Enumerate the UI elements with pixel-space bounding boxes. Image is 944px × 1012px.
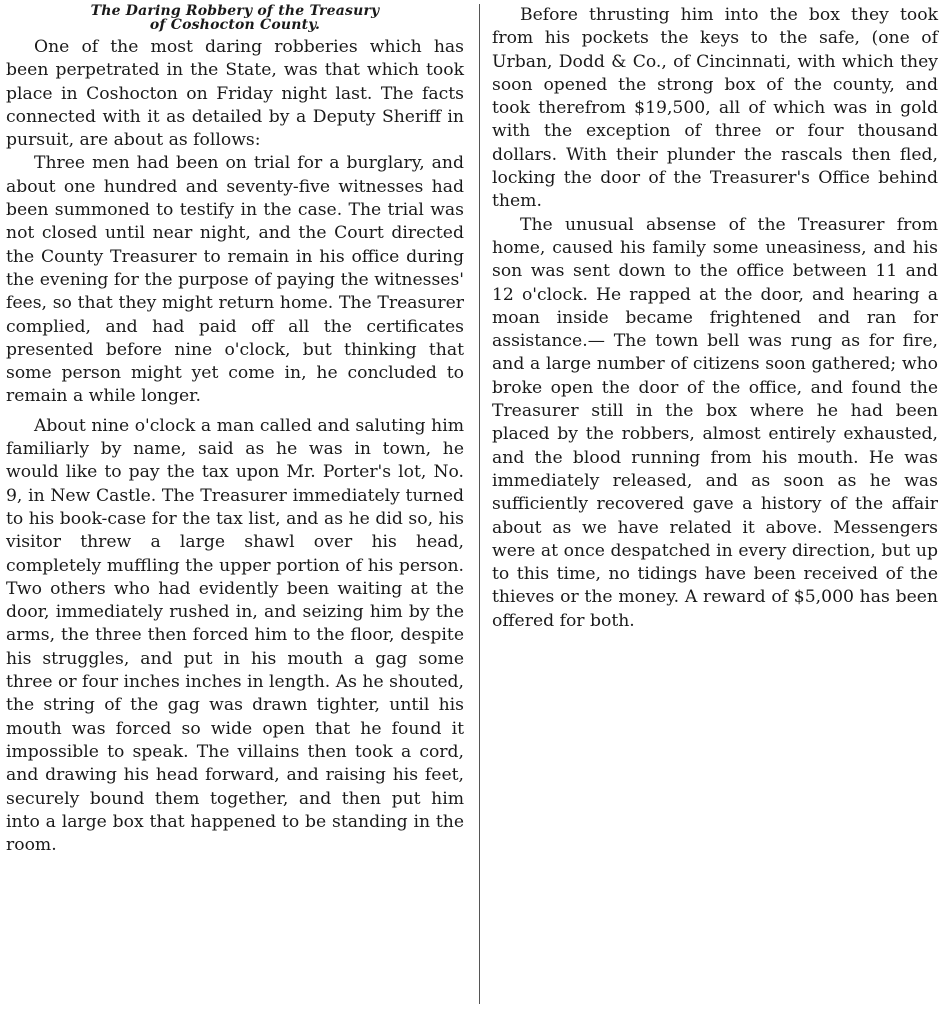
paragraph-intro: One of the most daring robberies which has been perpetrated in the State, was that which took place in Coshocton on Friday night last. The facts connected with it as detailed by a Deputy Sheriff in pursuit, are about as follows: bbox=[6, 37, 464, 151]
right-column bbox=[492, 4, 938, 633]
headline-subtitle: of Coshocton County. bbox=[149, 17, 321, 33]
paragraph-safe: Before thrusting him into the box they took from his pockets the keys to the safe, (one of Urban, Dodd & Co., of Cincinnati, with which they soon opened the strong box of the county, and took therefrom $19,500, all of which was in gold with the exception of three or four thousand dollars. With their plunder the rascals then fled, locking the door of the Treasurer's Office behind them. bbox=[492, 5, 938, 212]
column-divider bbox=[479, 4, 480, 1004]
paragraph-attack: About nine o'clock a man called and saluting him familiarly by name, said as he was in town, he would like to pay the tax upon Mr. Porter's lot, No. 9, in New Castle. The Treasurer immediately turned to his book-case for the tax list, and as he did so, his visitor threw a large shawl over his head, completely muffling the upper portion of his person. Two others who had evidently been waiting at the door, immediately rushed in, and seizing him by the arms, the three then forced him to the floor, despite his struggles, and put in his mouth a gag some three or four inches inches in length. As he shouted, the string of the gag was drawn tighter, until his mouth was forced so wide open that he found it impossible to speak. The villains then took a cord, and drawing his head forward, and raising his feet, securely bound them together, and then put him into a large box that happened to be standing in the room. bbox=[6, 415, 464, 856]
headline: The Daring Robbery of the Treasury bbox=[90, 3, 380, 19]
left-column-text bbox=[6, 36, 464, 857]
paragraph-trial: Three men had been on trial for a burglary, and about one hundred and seventy-five witnesses had been summoned to testify in the case. The trial was not closed until near night, and the Court directed the County Treasurer to remain in his office during the evening for the purpose of paying the witnesses' fees, so that they might return home. The Treasurer complied, and had paid off all the certificates presented before nine o'clock, but thinking that some person might yet come in, he concluded to remain a while longer. bbox=[6, 153, 464, 407]
left-column bbox=[6, 4, 464, 857]
paragraph-discovery: The unusual absense of the Treasurer from home, caused his family some uneasiness, and his son was sent down to the office between 11 and 12 o'clock. He rapped at the door, and hearing a moan inside became frightened and ran for assistance.— The town bell was rung as for fire, and a large number of citizens soon gathered; who broke open the door of the office, and found the Treasurer still in the box where he had been placed by the robbers, almost entirely exhausted, and the blood running from his mouth. He was immediately released, and as soon as he was sufficiently recovered gave a history of the affair about as we have related it above. Messengers were at once despatched in every direction, but up to this time, no tidings have been received of the thieves or the money. A reward of $5,000 has been offered for both. bbox=[492, 214, 938, 631]
right-column-text bbox=[492, 4, 938, 633]
